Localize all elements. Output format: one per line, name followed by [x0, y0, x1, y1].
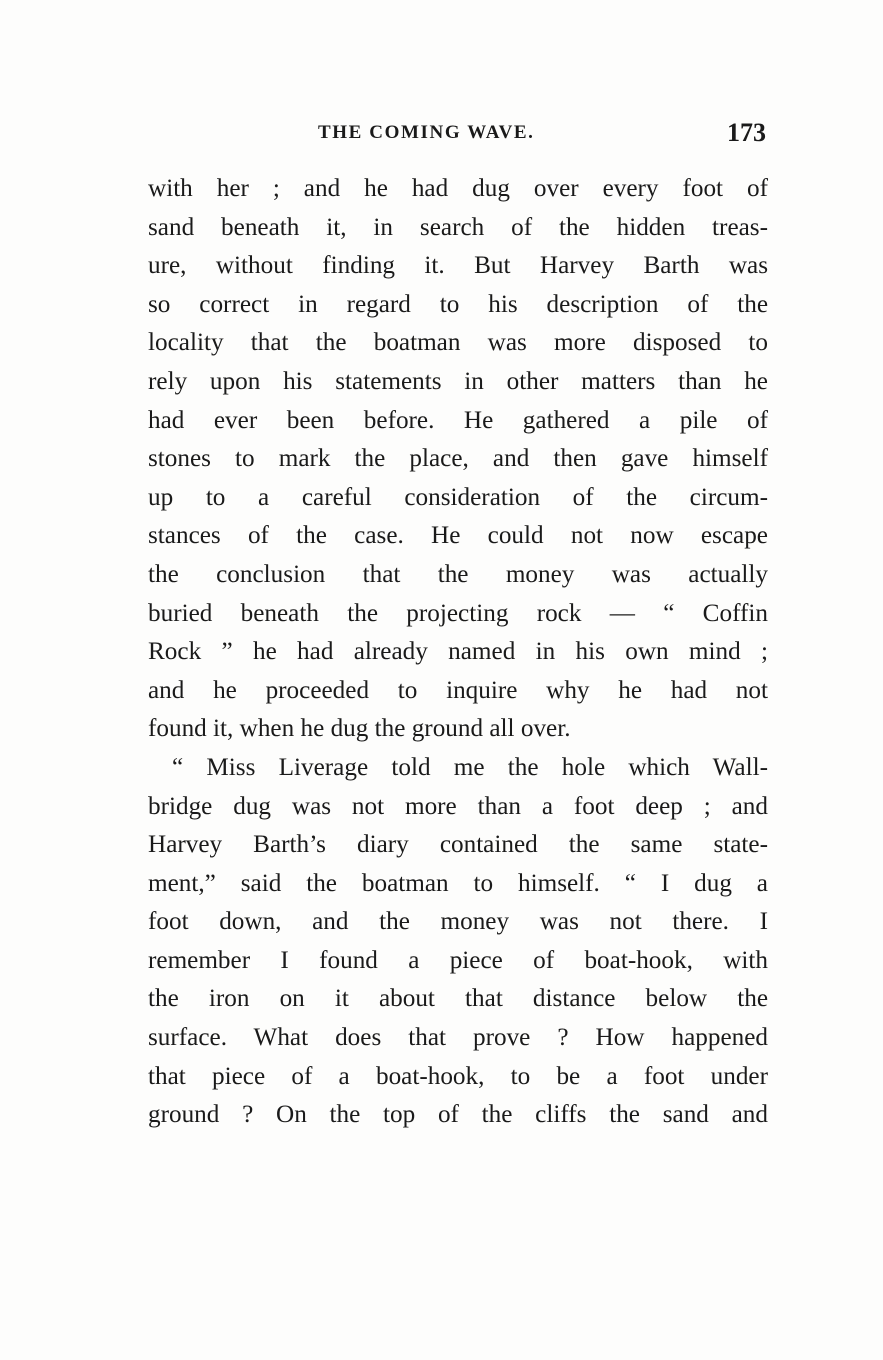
- text-line: so correct in regard to his description of the: [148, 290, 768, 318]
- text-line: Harvey Barth’s diary contained the same state-: [148, 831, 768, 859]
- running-title: THE COMING WAVE.: [318, 122, 535, 143]
- text-line: the conclusion that the money was actually: [148, 560, 768, 588]
- body-text: [148, 170, 768, 1135]
- paragraph: [148, 170, 768, 749]
- text-line: “ Miss Liverage told me the hole which Wall-: [172, 753, 768, 781]
- text-line: sand beneath it, in search of the hidden treas-: [148, 213, 768, 241]
- text-line: rely upon his statements in other matters than he: [148, 367, 768, 395]
- text-line: and he proceeded to inquire why he had not: [148, 676, 768, 704]
- text-line: ment,” said the boatman to himself. “ I dug a: [148, 869, 768, 897]
- text-line: Rock ” he had already named in his own mind ;: [148, 638, 768, 666]
- page-number: 173: [727, 118, 766, 147]
- text-line: the iron on it about that distance below the: [148, 985, 768, 1013]
- text-line: that piece of a boat-hook, to be a foot under: [148, 1062, 768, 1090]
- text-line: buried beneath the projecting rock — “ Coffin: [148, 599, 768, 627]
- text-line: with her ; and he had dug over every foot of: [148, 175, 768, 202]
- text-line: had ever been before. He gathered a pile of: [148, 406, 768, 434]
- text-line: found it, when he dug the ground all over.: [148, 715, 571, 743]
- text-line: up to a careful consideration of the circum-: [148, 483, 768, 511]
- text-line: remember I found a piece of boat-hook, with: [148, 946, 768, 974]
- text-line: locality that the boatman was more disposed to: [148, 329, 768, 357]
- text-line: ure, without finding it. But Harvey Barth was: [148, 252, 768, 280]
- text-line: surface. What does that prove ? How happened: [148, 1024, 768, 1052]
- text-line: bridge dug was not more than a foot deep ; and: [148, 792, 768, 820]
- text-line: ground ? On the top of the cliffs the sand and: [148, 1101, 768, 1129]
- running-head: [148, 118, 768, 148]
- text-line: foot down, and the money was not there. I: [148, 908, 768, 936]
- paragraph: [148, 749, 768, 1135]
- text-line: stances of the case. He could not now escape: [148, 522, 768, 550]
- text-line: stones to mark the place, and then gave himself: [148, 445, 768, 473]
